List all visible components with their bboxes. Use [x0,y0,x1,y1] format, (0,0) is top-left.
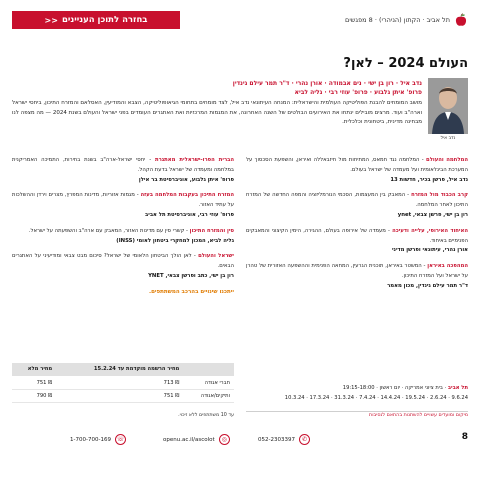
topic-lead: ישראל והעולם [198,253,234,260]
topic-byline: ד"ר תמר עילם גינדין, מכון מאמר [387,282,468,289]
topic-lead: המלחמה והעולם [426,157,468,163]
topic-lead: המהפכה באיראן [427,263,468,270]
table-note: עד 10 משתתפים ללא זיכוי. [178,413,234,418]
price-table-header [183,363,234,377]
schedule-dates: 9.6.24 · 2.6.24 · 19.5.24 · 14.4.24 · 7.4.24 · 31.3.24 · 17.3.24 · 10.3.24 [284,395,468,401]
schedule [246,383,468,403]
topic-item [246,262,468,291]
footer [0,432,480,456]
left-column [12,156,234,304]
topic-item [12,252,234,281]
schedule-city: תל אביב [447,385,468,391]
topic-item [12,191,234,220]
page-title: העולם 2024 – לאן? [343,56,468,71]
changes-note: ייתכנו שינויים בהרכב המשתתפים. [149,288,234,295]
topic-byline: נדב איל, פרשן בכיר, חדשות 13 [390,176,468,183]
topic-item [246,191,468,220]
table-cell: 713 ₪ [56,377,183,390]
schedule-line [246,383,468,393]
speaker-photo [428,78,468,134]
topic-item [246,156,468,185]
authors-line-2: פרופ' איתן גלבוע · פרופ' עוזי רבי · גליה לביא [294,89,422,96]
topic-lead: המזרח התיכון בעקבות המלחמה בעזה [140,192,234,199]
topic-text: - המלחמה נגד חמאס, המתיחות מול חיזבאללה ואיראן, והשפעת הסכסוך על המערכת הבינלאומית ועל מעמדה של ישראל בעולם. [246,157,468,173]
double-chevron-left-icon: << [44,15,58,25]
back-to-contents-label: בחזרה לתוכן העניינים [61,15,148,25]
divider [246,411,468,412]
contact-phone-1[interactable] [258,434,310,445]
table-row [12,390,234,403]
photo-caption: נדב איל [440,136,456,141]
website-url: openu.ac.il/ascolot [163,436,215,443]
schedule-details: · בית ציוני אמריקה · יום ראשון · 19:15-18:00 [342,385,448,391]
topic-item [12,156,234,185]
authors [12,79,422,97]
globe-icon: ◎ [219,434,230,445]
table-row [12,377,234,390]
topic-lead: סין והמזרח התיכון [189,227,234,234]
topic-byline: רון בן ישי, כתב ופרשן צבאי, YNET [148,272,234,279]
topic-lead: האיחוד האירופי, עלייה ודעיכה [392,227,468,234]
table-cell: 790 ₪ [12,390,56,403]
topic-text: - המאבק בין המעצמות, הסכמי הנורמליזציה והמפה החדשה של המזרח התיכון לאחר המלחמה. [246,192,468,209]
topic-text: - המשטר באיראן, תוכנית הגרעין, המחאה הפנימית וההשפעה האזורית של טהרן על ישראל ועל המזרח התיכון. [246,263,468,279]
topic-text: - מעמדה של אירופה בעולם, ההגירה, הימין הקיצוני והמאבקים הפנימיים באיחוד. [246,227,468,244]
topic-byline: רון בן ישי, פרשן צבאי, ynet [397,211,468,218]
phone-icon: ☏ [116,436,125,443]
person-portrait-icon [428,78,468,134]
topic-text: - מגמות אזוריות, מדינות המפרץ, מצרים וירדן וההשלכות על עתיד האזור. [12,192,234,209]
website-link[interactable] [163,434,230,445]
schedule-disclaimer: מיקום ומועדים עשויים להשתנות בהתאם לנסיבות [369,413,468,418]
contact-phone-2[interactable] [70,434,126,445]
phone-number: 1-700-700-169 [70,436,111,443]
topic-byline: אורן נהרי, עיתונאי ופרשן מדיני [392,247,468,254]
price-table-header: מחיר הרשמה מוקדמת עד 15.2.24 [56,363,183,377]
table-cell: 751 ₪ [12,377,56,390]
back-to-contents-button[interactable] [12,11,180,29]
phone-number: 052-2303397 [258,436,295,443]
running-title: תל אביב · הקתון (הניהרי) · 8 מפגשים [345,16,450,24]
price-table [12,363,234,403]
topic-text: - לאן הולך הביטחון הלאומי של ישראל? סיכום מבט צבאי ומודיעיני על האתגרים הבאים. [12,253,234,270]
page-number: 8 [461,432,468,442]
right-column [246,156,468,298]
topic-item [246,227,468,256]
apple-icon [454,13,468,27]
topic-byline: גליה לביא, המכון למחקרי ביטחון לאומי (INSS) [116,237,234,244]
topic-byline: פרופ' איתן גלבוע, אוניברסיטת בר אילן [138,176,234,183]
topic-text: - קשרי סין עם מדינות האזור, המאבק עם ארה"ב והשפעתה על ישראל. [28,227,190,234]
whatsapp-icon: ✆ [299,434,310,445]
table-cell: חברי אגודה [183,377,234,390]
topic-text: - יחסי ישראל-ארה"ב בשנת בחירות, התמיכה האמריקנית במלחמה ומעמדה של ישראל בדעת הקהל. [12,157,234,173]
topic-byline: פרופ' עוזי רבי, אוניברסיטת תל אביב [145,211,234,218]
price-table-header-row [12,363,234,377]
authors-line-1: נדב איל · רון בן ישי · נים אבמודה · אורן נהרי · ד"ר תמר עילם גינדין [232,80,422,87]
intro-paragraph: מושב המומחים להבנת הפוליטיקה העולמית והישראלית: המנחה העיתונאי נדב איל, לצד מומחים בתחומי הגיאופוליטיקה, הצבא והמודיעין, האסלאם והמזרח התיכון, ביחסי ישראל וארה"ב ועוד. מרצים מובילים ינתחו את האירועים הבולטים של השנה האחרונה, את המגמות המרכזיות ואת האתגרים העומדים בפני ישראל והעולם בשנת 2024 — מה מצפה לנו מבחינה מדינית, ביטחונית וכלכלית. [12,100,422,125]
topic-lead: הברית הפרו-ישראלית מאתגרת [154,157,234,163]
price-table-header: מחיר מלא [12,363,56,377]
topic-item [12,227,234,247]
table-cell: ותיקים/אגודה [183,390,234,403]
header [12,11,468,33]
topic-lead: קרב הכבוד מול המזרח [411,192,468,199]
table-cell: 751 ₪ [56,390,183,403]
